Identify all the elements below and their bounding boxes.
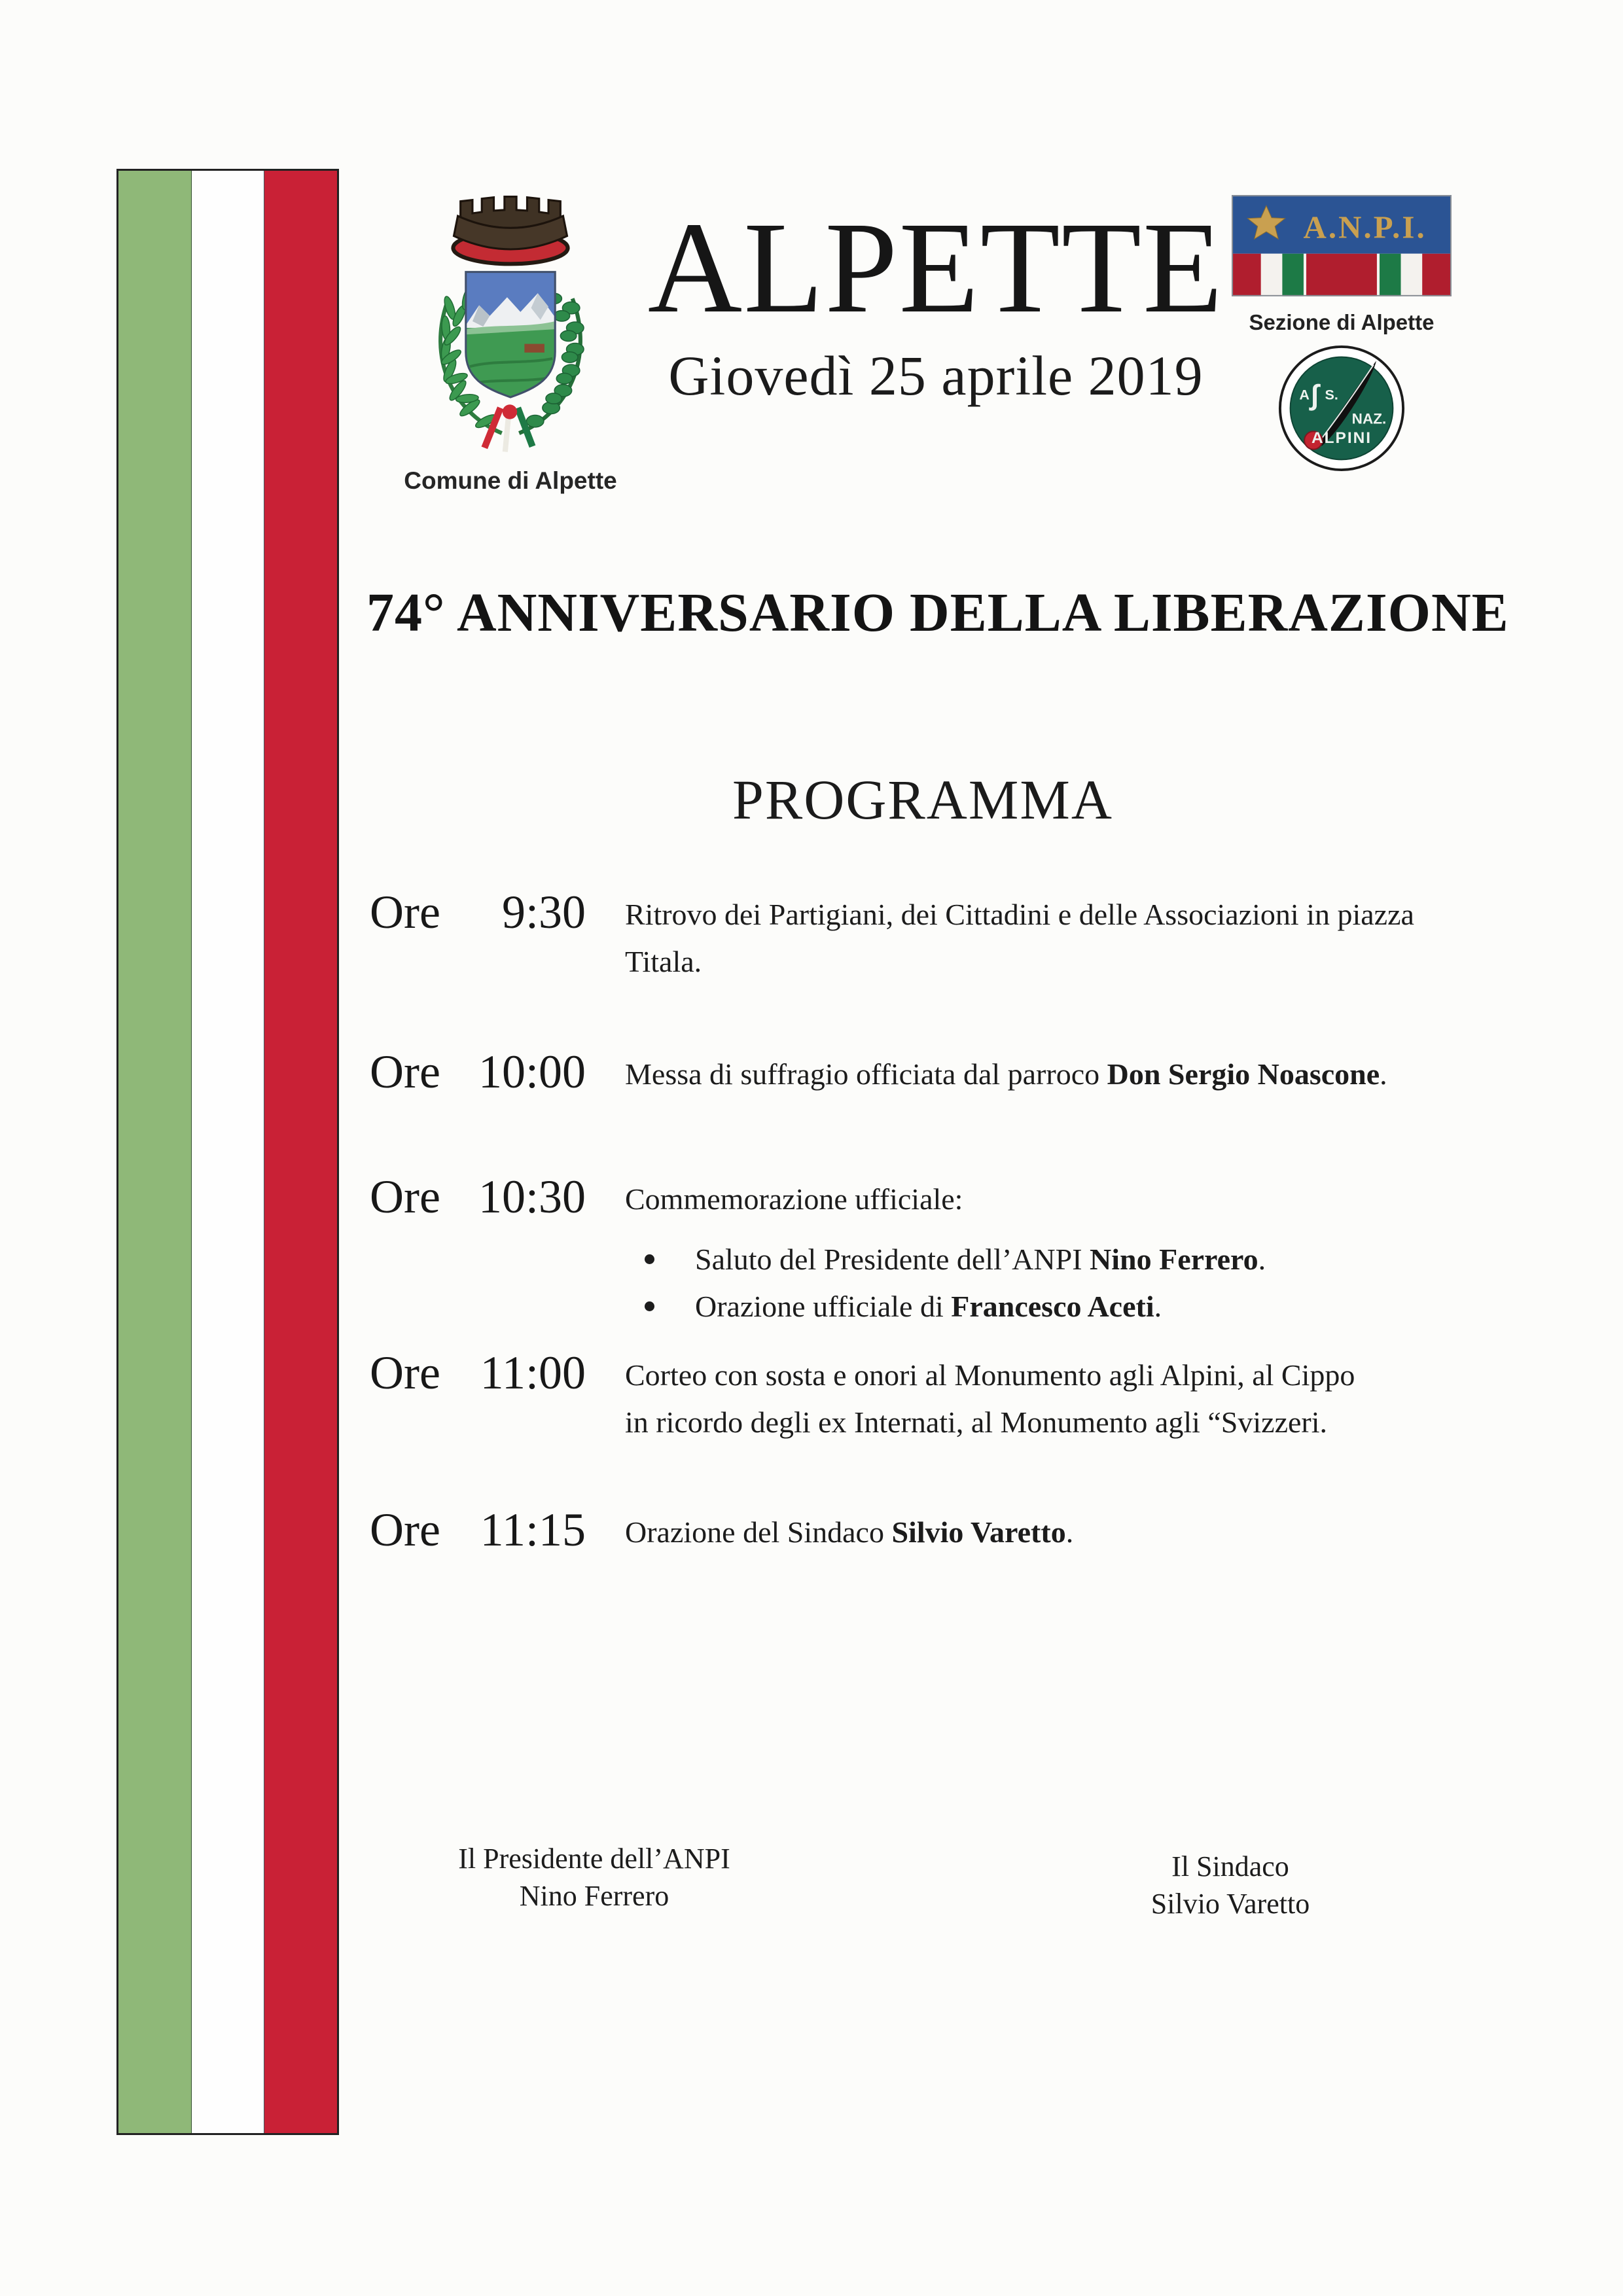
- schedule-description: Ritrovo dei Partigiani, dei Cittadini e delle Associazioni in piazza Titala.: [625, 898, 1414, 978]
- schedule-time: Ore 11:00: [370, 1347, 586, 1399]
- flag-white-stripe: [192, 171, 265, 2133]
- page-title: ALPETTE: [647, 196, 1224, 340]
- shield-icon: [466, 272, 555, 397]
- schedule-row: [370, 1504, 1482, 1556]
- schedule-row: [370, 1347, 1482, 1446]
- anpi-ribbon-stripes: [1232, 254, 1452, 296]
- list-item: Saluto del Presidente dell’ANPI Nino Ferrero.: [625, 1236, 1482, 1283]
- alpini-badge-icon: [1277, 344, 1406, 472]
- title-block: [628, 196, 1243, 408]
- flag-green-stripe: [118, 171, 192, 2133]
- signature-name: Silvio Varetto: [1150, 1888, 1310, 1920]
- anpi-flag-icon: [1232, 195, 1452, 296]
- svg-text:ALPINI: ALPINI: [1311, 429, 1372, 447]
- comune-coat-of-arms-icon: [401, 186, 620, 460]
- italian-flag-banner: [116, 169, 339, 2135]
- signature-role: Il Presidente dell’ANPI: [458, 1843, 730, 1875]
- mural-crown-icon: [453, 197, 567, 264]
- schedule-row: [370, 886, 1482, 985]
- signature-mayor: [1034, 1848, 1427, 1922]
- schedule-description: Orazione del Sindaco Silvio Varetto.: [625, 1515, 1074, 1549]
- schedule-description: Corteo con sosta e onori al Monumento agli Alpini, al Cippo in ricordo degli ex Internati, al Monumento agli “Svizzeri.: [625, 1358, 1355, 1439]
- program-heading: PROGRAMMA: [732, 768, 1113, 831]
- schedule-row: [370, 1046, 1482, 1098]
- schedule-time: Ore 11:15: [370, 1504, 586, 1556]
- list-item: Orazione ufficiale di Francesco Aceti.: [625, 1283, 1482, 1330]
- svg-text:NAZ.: NAZ.: [1351, 410, 1387, 427]
- anpi-section-label: Sezione di Alpette: [1249, 310, 1435, 334]
- schedule-description: Commemorazione ufficiale: Saluto del Presidente dell’ANPI Nino Ferrero. Orazione ufficiale di Francesco Aceti.: [625, 1176, 1482, 1330]
- event-date: Giovedì 25 aprile 2019: [668, 344, 1204, 407]
- schedule-description: Messa di suffragio officiata dal parroco Don Sergio Noascone.: [625, 1057, 1387, 1091]
- comune-block: [401, 186, 620, 495]
- bullet-icon: [645, 1301, 654, 1311]
- signature-anpi-president: [398, 1840, 791, 1915]
- comune-label: Comune di Alpette: [404, 467, 617, 494]
- anpi-block: [1232, 195, 1452, 476]
- schedule-time: Ore 10:00: [370, 1046, 586, 1098]
- svg-text:A ∫ S.: A ∫ S.: [1299, 380, 1338, 412]
- signature-name: Nino Ferrero: [519, 1880, 669, 1912]
- anpi-label: A.N.P.I.: [1303, 209, 1427, 245]
- schedule-time: Ore 9:30: [370, 886, 586, 938]
- signature-role: Il Sindaco: [1171, 1850, 1289, 1882]
- schedule-row: [370, 1171, 1482, 1330]
- flag-red-stripe: [264, 171, 337, 2133]
- anniversary-title: 74° ANNIVERSARIO DELLA LIBERAZIONE: [366, 582, 1509, 643]
- bullet-icon: [645, 1254, 654, 1264]
- schedule-time: Ore 10:30: [370, 1171, 586, 1223]
- ribbon-icon: [484, 404, 532, 451]
- bullet-list: [625, 1236, 1482, 1330]
